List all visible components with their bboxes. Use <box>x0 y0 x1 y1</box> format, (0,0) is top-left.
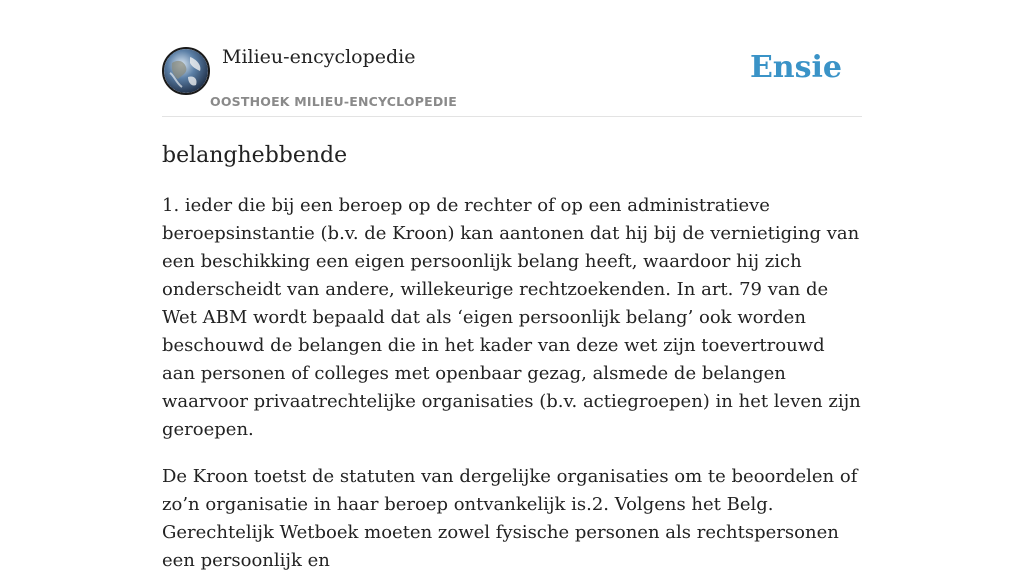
page <box>162 0 862 575</box>
definition-paragraph: De Kroon toetst de statuten van dergelijke organisaties om te beoordelen of zo’n organisatie in haar beroep ontvankelijk is.2. Volgens het Belg. Gerechtelijk Wetboek moeten zowel fysische personen als rechtspersonen een persoonlijk en <box>162 466 858 571</box>
site-subtitle[interactable]: OOSTHOEK MILIEU-ENCYCLOPEDIE <box>210 94 457 109</box>
site-header <box>162 0 862 117</box>
term-title: belanghebbende <box>162 143 348 168</box>
site-title[interactable]: Milieu-encyclopedie <box>222 46 416 68</box>
earth-globe-icon[interactable] <box>162 47 210 95</box>
ensie-brand-link[interactable]: Ensie <box>749 50 842 85</box>
definition-paragraph: 1. ieder die bij een beroep op de rechter of op een administratieve beroepsinstantie (b.v. de Kroon) kan aantonen dat hij bij de vernietiging van een beschikking een eigen persoonlijk belang heeft, waardoor hij zich onderscheidt van andere, willekeurige rechtzoekenden. In art. 79 van de Wet ABM wordt bepaald dat als ‘eigen persoonlijk belang’ ook worden beschouwd de belangen die in het kader van deze wet zijn toevertrouwd aan personen of colleges met openbaar gezag, alsmede de belangen waarvoor privaatrechtelijke organisaties (b.v. actiegroepen) in het leven zijn geroepen. <box>162 195 861 440</box>
